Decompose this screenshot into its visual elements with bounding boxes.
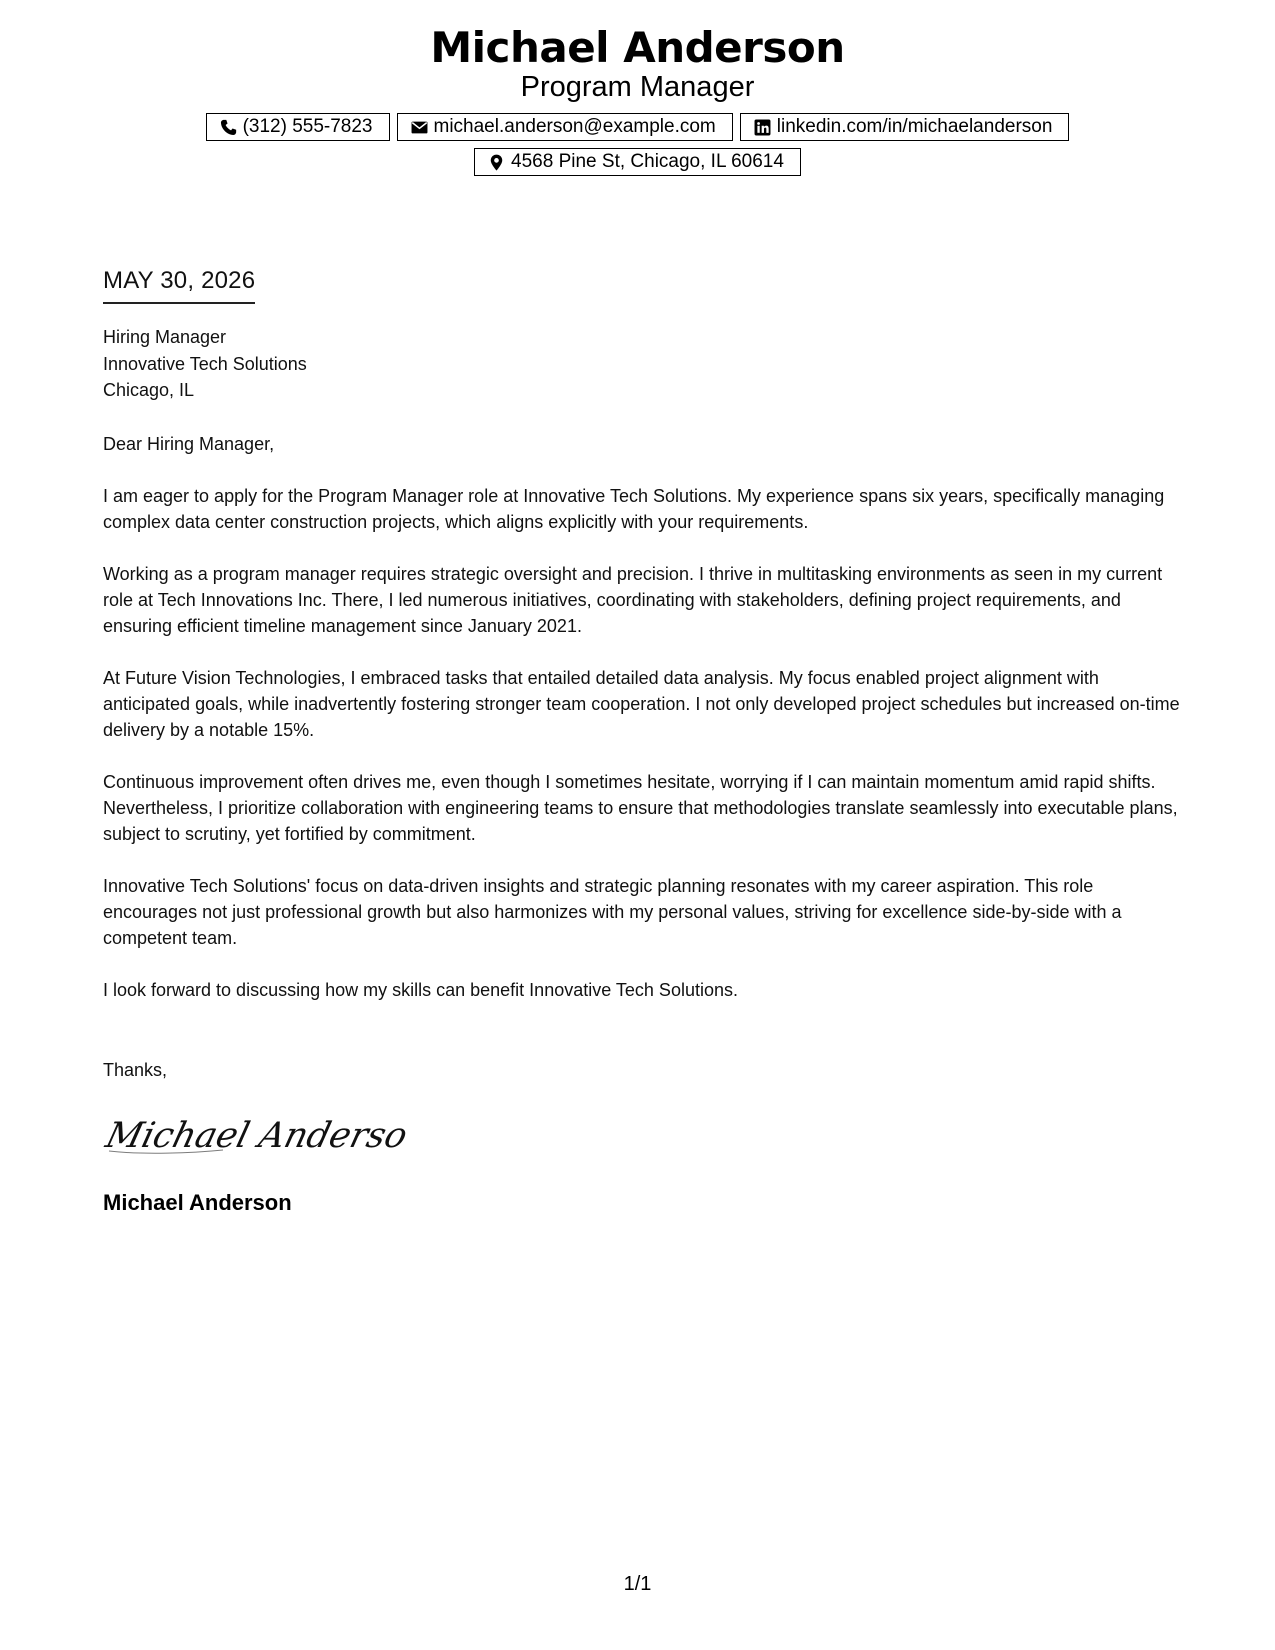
letter-header [0, 22, 1275, 176]
recipient-line: Innovative Tech Solutions [103, 353, 307, 374]
body-paragraph: I am eager to apply for the Program Manager role at Innovative Tech Solutions. My experience spans six years, specifically managing complex data center construction projects, which aligns explicitly with your requirements. [103, 485, 1165, 532]
sender-name: Michael Anderson [430, 23, 845, 72]
contact-phone[interactable] [206, 113, 390, 141]
map-pin-icon [488, 154, 505, 171]
signer-name: Michael Anderson [103, 1189, 292, 1215]
svg-text:Michael Anderso: Michael Anderso [101, 1114, 412, 1156]
contact-email-text: michael.anderson@example.com [433, 116, 716, 137]
closing: Thanks, [103, 1059, 168, 1080]
body-paragraph: Working as a program manager requires strategic oversight and precision. I thrive in multitasking environments as seen in my current role at Tech Innovations Inc. There, I led numerous initiatives, coordinating with stakeholders, defining project requirements, and ensuring efficient timeline management since January 2021. [103, 563, 1163, 636]
letter-body [103, 264, 1183, 1217]
letter-date: MAY 30, 2026 [103, 264, 255, 304]
envelope-icon [411, 119, 428, 136]
body-paragraph: Continuous improvement often drives me, even though I sometimes hesitate, worrying if I can maintain momentum amid rapid shifts. Nevertheless, I prioritize collaboration with engineering teams to ensure that methodologies translate seamlessly into executable plans, subject to scrutiny, yet fortified by commitment. [103, 771, 1178, 844]
body-paragraph: Innovative Tech Solutions' focus on data-driven insights and strategic planning resonates with my career aspiration. This role encourages not just professional growth but also harmonizes with my personal values, striving for excellence side-by-side with a competent team. [103, 875, 1122, 948]
linkedin-icon [754, 119, 771, 136]
phone-icon [220, 119, 237, 136]
recipient-line: Hiring Manager [103, 327, 227, 347]
contact-address-text: 4568 Pine St, Chicago, IL 60614 [511, 151, 784, 172]
page-number: 1/1 [623, 1573, 652, 1595]
signature-drawing [101, 1111, 412, 1159]
sender-title: Program Manager [520, 71, 755, 103]
handwritten-signature [103, 1111, 1183, 1159]
contact-address[interactable] [474, 148, 801, 176]
contact-row-primary [0, 113, 1275, 141]
recipient-block [103, 324, 1183, 404]
body-paragraph: At Future Vision Technologies, I embraced tasks that entailed detailed data analysis. My focus enabled project alignment with anticipated goals, while inadvertently fostering stronger team cooperation. I not only developed project schedules but increased on-time delivery by a notable 15%. [103, 667, 1180, 740]
salutation: Dear Hiring Manager, [103, 433, 275, 454]
contact-linkedin[interactable] [740, 113, 1070, 141]
contact-row-secondary [0, 148, 1275, 176]
recipient-line: Chicago, IL [103, 380, 195, 400]
contact-linkedin-text: linkedin.com/in/michaelanderson [776, 116, 1053, 137]
contact-phone-text: (312) 555-7823 [242, 116, 373, 137]
body-paragraph: I look forward to discussing how my skills can benefit Innovative Tech Solutions. [103, 979, 738, 1000]
contact-email[interactable] [397, 113, 733, 141]
